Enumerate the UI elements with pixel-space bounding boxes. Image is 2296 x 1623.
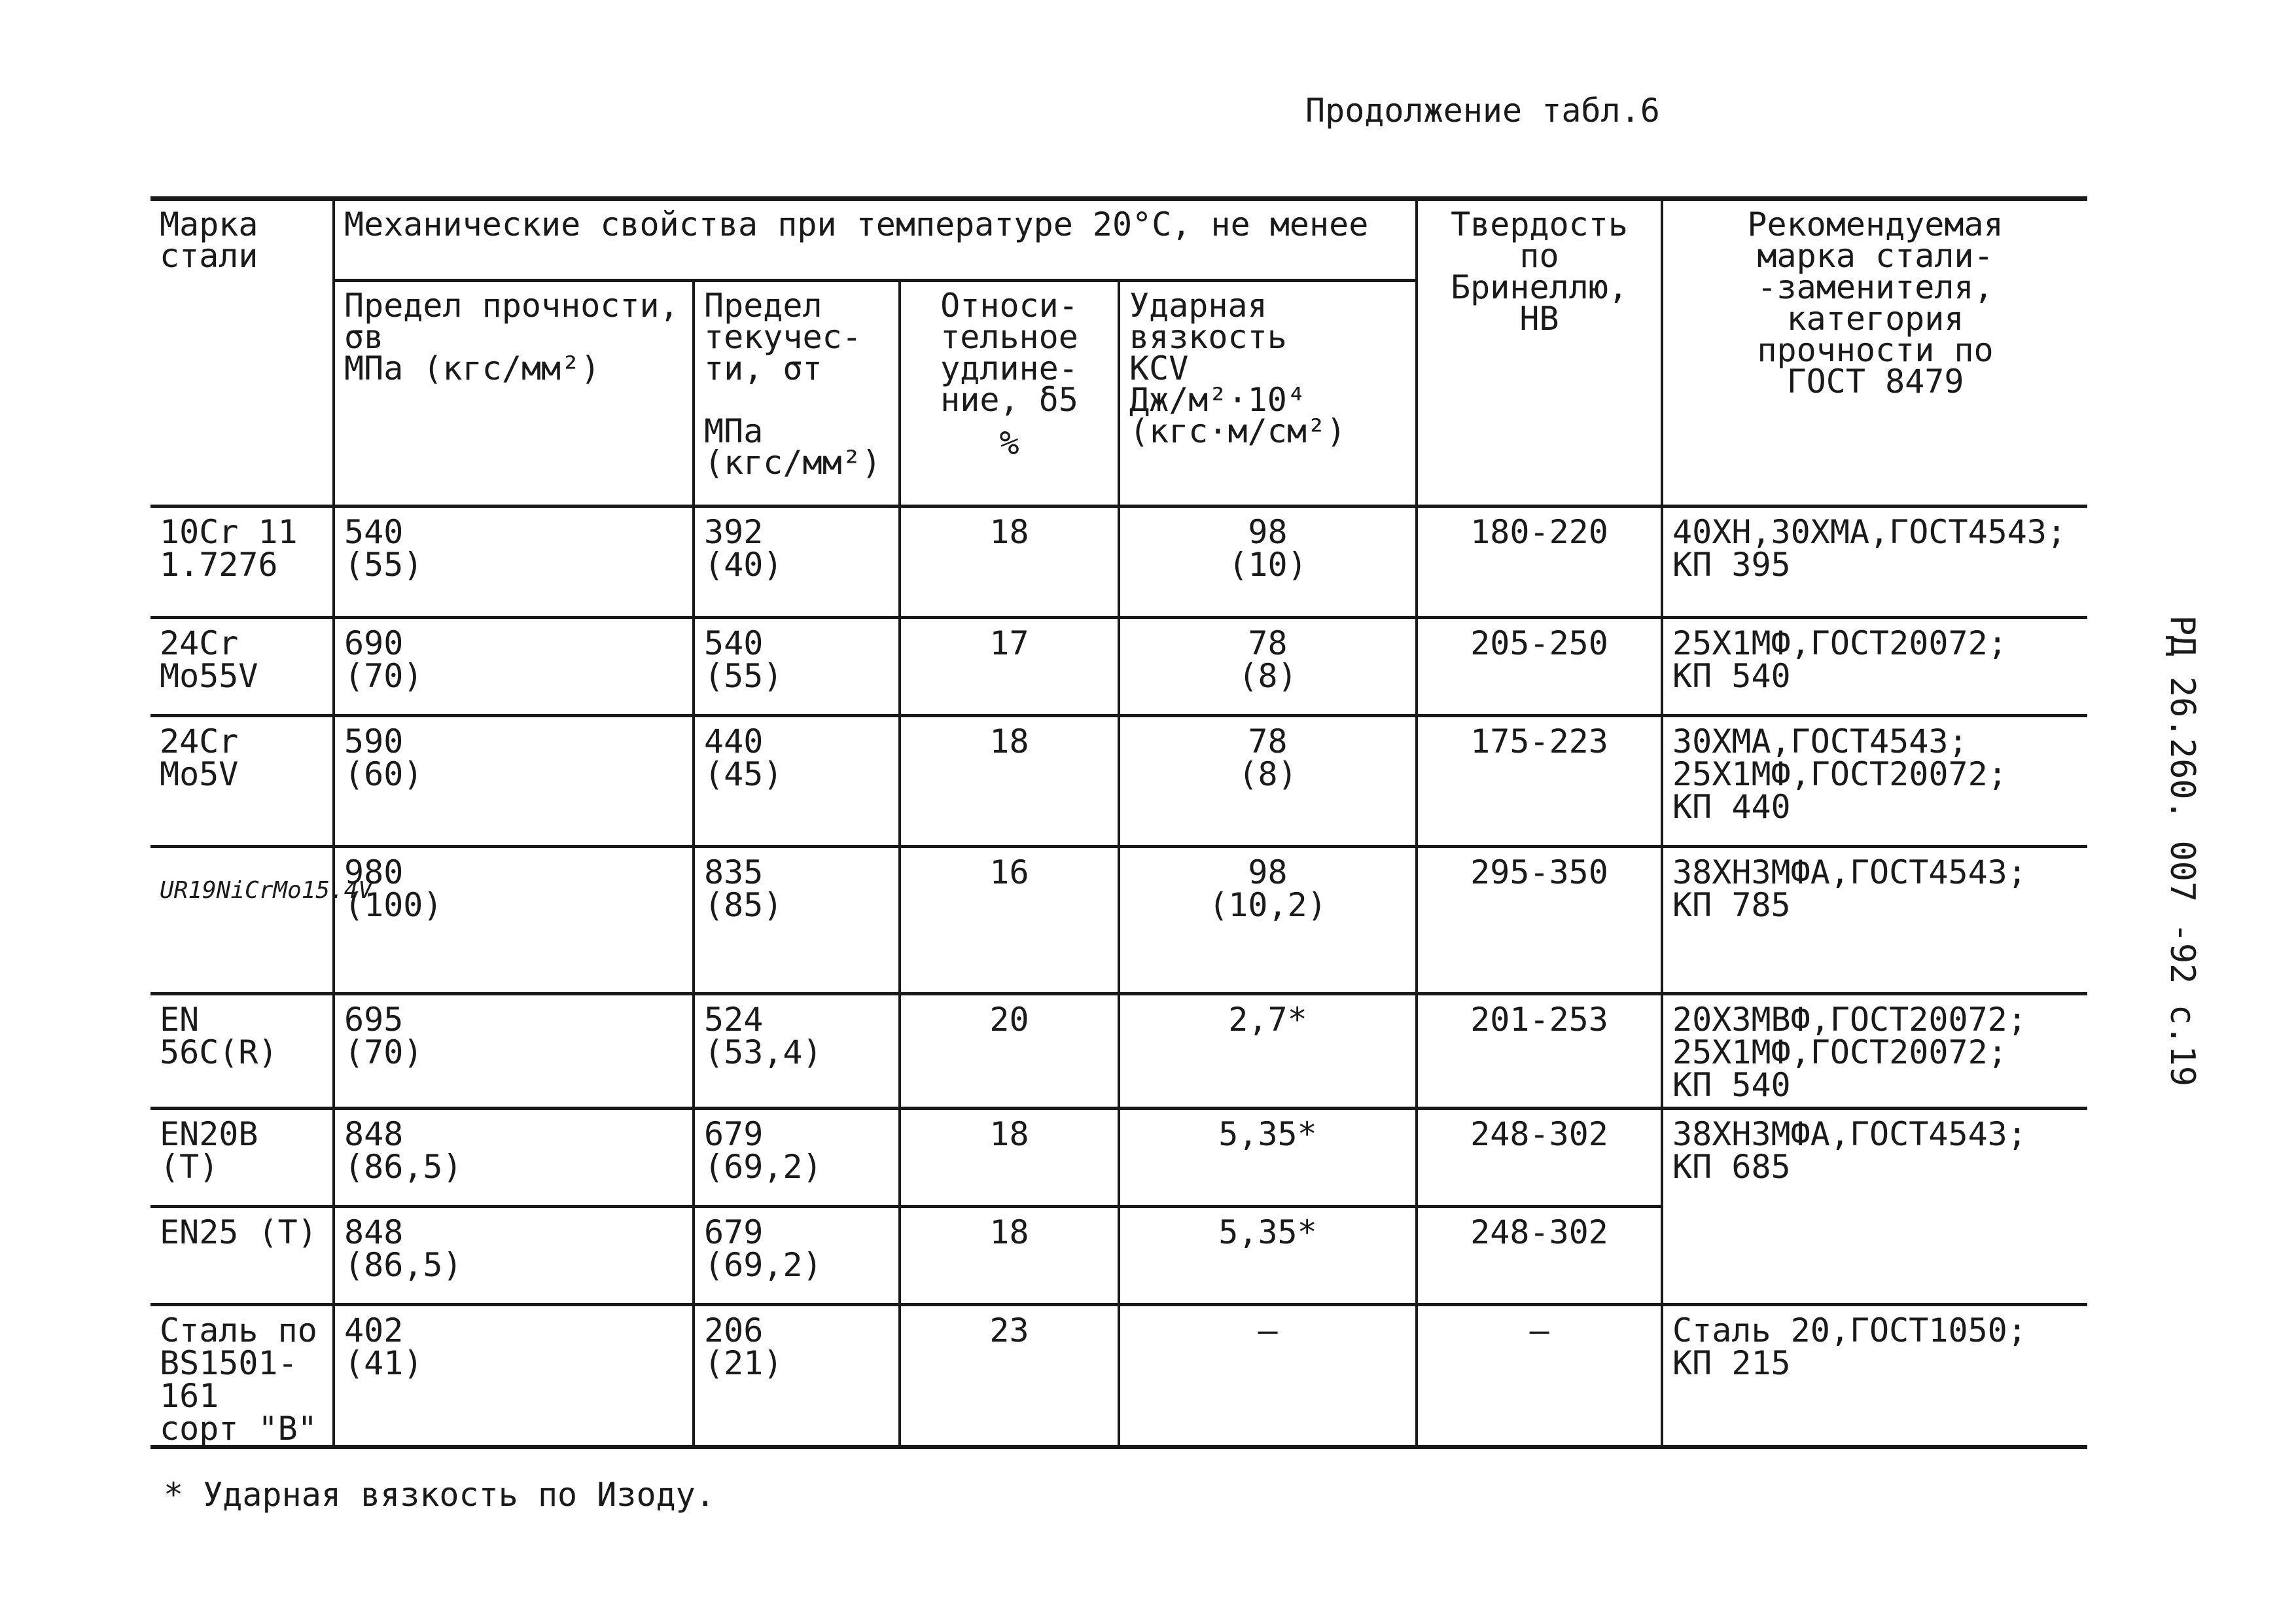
cell-replacement: 25Х1МФ,ГОСТ20072; КП 540: [1662, 618, 2087, 716]
cell-strength: 540 (55): [334, 507, 694, 618]
cell-hardness: 175-223: [1417, 716, 1662, 847]
cell-grade: EN 56C(R): [150, 994, 334, 1109]
header-hardness: Твердость по Бринеллю, НВ: [1417, 199, 1662, 507]
cell-replacement: 38ХН3МФА,ГОСТ4543; КП 785: [1662, 847, 2087, 994]
cell-elongation: 18: [900, 507, 1119, 618]
footnote: * Ударная вязкость по Изоду.: [164, 1476, 715, 1514]
cell-elongation: 20: [900, 994, 1119, 1109]
cell-replacement: 30ХМА,ГОСТ4543; 25Х1МФ,ГОСТ20072; КП 440: [1662, 716, 2087, 847]
cell-grade: EN25 (T): [150, 1207, 334, 1305]
cell-impact: –: [1119, 1305, 1417, 1448]
cell-yield: 440 (45): [694, 716, 900, 847]
cell-hardness: –: [1417, 1305, 1662, 1448]
cell-elongation: 17: [900, 618, 1119, 716]
cell-yield: 392 (40): [694, 507, 900, 618]
cell-strength: 695 (70): [334, 994, 694, 1109]
table-row: [150, 1109, 2087, 1207]
cell-yield: 679 (69,2): [694, 1207, 900, 1305]
cell-grade: UR19NiCrMo15.4V: [150, 847, 334, 994]
table-row: [150, 1305, 2087, 1448]
cell-strength: 848 (86,5): [334, 1109, 694, 1207]
cell-yield: 206 (21): [694, 1305, 900, 1448]
cell-yield: 524 (53,4): [694, 994, 900, 1109]
table-row: [150, 847, 2087, 994]
steel-properties-table: [150, 196, 2087, 1449]
cell-hardness: 248-302: [1417, 1109, 1662, 1207]
cell-impact: 2,7*: [1119, 994, 1417, 1109]
header-grade: Марка стали: [150, 199, 334, 507]
cell-hardness: 295-350: [1417, 847, 1662, 994]
cell-elongation: 18: [900, 1109, 1119, 1207]
cell-grade: Сталь по BS1501-161 сорт "В": [150, 1305, 334, 1448]
header-mechanical-properties: Механические свойства при температуре 20°С, не менее: [334, 199, 1417, 281]
cell-replacement: 40ХН,30ХМА,ГОСТ4543; КП 395: [1662, 507, 2087, 618]
cell-hardness: 201-253: [1417, 994, 1662, 1109]
table-row: [150, 507, 2087, 618]
table-caption: Продолжение табл.6: [1305, 92, 1660, 130]
cell-grade: 24Cr Mo55V: [150, 618, 334, 716]
cell-hardness: 248-302: [1417, 1207, 1662, 1305]
header-yield-strength: Предел текучес- ти, σт МПа (кгс/мм²): [694, 281, 900, 507]
cell-strength: 590 (60): [334, 716, 694, 847]
cell-impact: 98 (10): [1119, 507, 1417, 618]
header-tensile-strength: Предел прочности, σв МПа (кгс/мм²): [334, 281, 694, 507]
cell-impact: 5,35*: [1119, 1109, 1417, 1207]
cell-yield: 540 (55): [694, 618, 900, 716]
cell-elongation: 16: [900, 847, 1119, 994]
cell-replacement: 20Х3МВФ,ГОСТ20072; 25Х1МФ,ГОСТ20072; КП 540: [1662, 994, 2087, 1109]
document-code-margin: РД 26.260. 007 -92 с.19: [2163, 615, 2202, 1087]
cell-grade: EN20B (T): [150, 1109, 334, 1207]
cell-yield: 835 (85): [694, 847, 900, 994]
cell-strength: 690 (70): [334, 618, 694, 716]
cell-elongation: 23: [900, 1305, 1119, 1448]
cell-grade: 10Cr 11 1.7276: [150, 507, 334, 618]
cell-strength: 980 (100): [334, 847, 694, 994]
cell-strength: 848 (86,5): [334, 1207, 694, 1305]
header-elongation: [900, 281, 1119, 507]
cell-impact: 78 (8): [1119, 618, 1417, 716]
table-row: [150, 618, 2087, 716]
cell-impact: 78 (8): [1119, 716, 1417, 847]
cell-hardness: 180-220: [1417, 507, 1662, 618]
header-replacement: Рекомендуемая марка стали- -заменителя, категория прочности по ГОСТ 8479: [1662, 199, 2087, 507]
cell-grade: 24Cr Mo5V: [150, 716, 334, 847]
cell-elongation: 18: [900, 1207, 1119, 1305]
table-row: [150, 716, 2087, 847]
cell-strength: 402 (41): [334, 1305, 694, 1448]
header-impact-toughness: Ударная вязкость KCV Дж/м²·10⁴ (кгс·м/см²): [1119, 281, 1417, 507]
cell-replacement: Сталь 20,ГОСТ1050; КП 215: [1662, 1305, 2087, 1448]
table-row: [150, 994, 2087, 1109]
header-elongation-unit: %: [999, 424, 1019, 462]
cell-impact: 5,35*: [1119, 1207, 1417, 1305]
cell-hardness: 205-250: [1417, 618, 1662, 716]
cell-impact: 98 (10,2): [1119, 847, 1417, 994]
header-elongation-label: Относи- тельное удлине- ние, δ5: [940, 287, 1078, 419]
cell-elongation: 18: [900, 716, 1119, 847]
cell-replacement: 38ХН3МФА,ГОСТ4543; КП 685: [1662, 1109, 2087, 1305]
cell-yield: 679 (69,2): [694, 1109, 900, 1207]
